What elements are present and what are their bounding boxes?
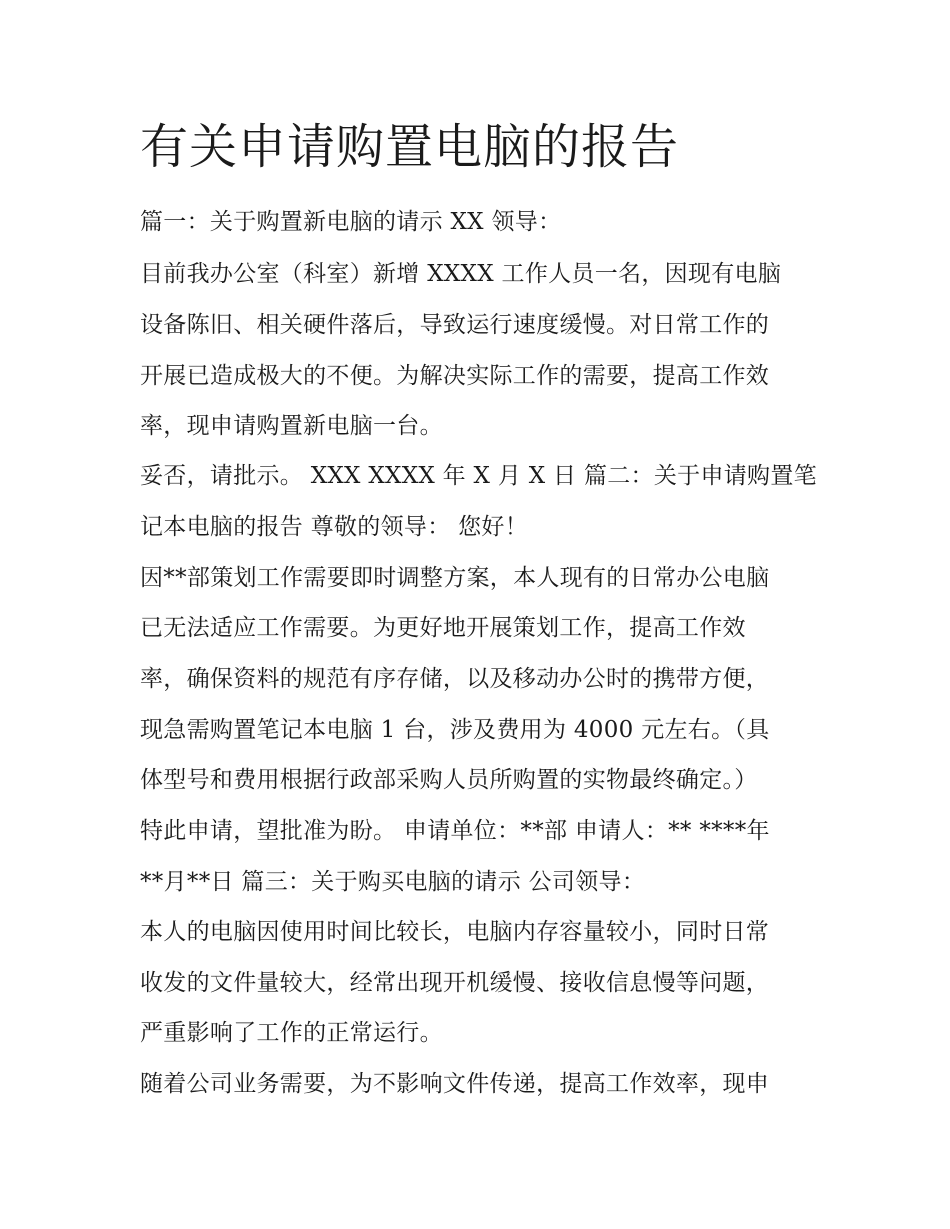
- text-line: 率，现申请购置新电脑一台。: [140, 413, 443, 439]
- text-line: 体型号和费用根据行政部采购人员所购置的实物最终确定。）: [140, 767, 758, 793]
- text-line: 目前我办公室（科室）新增 XXXX 工作人员一名，因现有电脑: [140, 261, 782, 287]
- text-line: 设备陈旧、相关硬件落后，导致运行速度缓慢。对日常工作的: [140, 312, 770, 338]
- text-line: 率，确保资料的规范有序存储，以及移动办公时的携带方便，: [140, 666, 770, 692]
- text-line: 特此申请，望批准为盼。 申请单位：**部 申请人：** ****年: [140, 818, 770, 844]
- text-line: 记本电脑的报告 尊敬的领导： 您好！: [140, 514, 529, 540]
- text-line: 妥否，请批示。 XXX XXXX 年 X 月 X 日 篇二：关于申请购置笔: [140, 463, 817, 489]
- text-line: 现急需购置笔记本电脑 1 台，涉及费用为 4000 元左右。（具: [140, 717, 770, 743]
- text-line: 随着公司业务需要，为不影响文件传递，提高工作效率，现申: [140, 1071, 770, 1097]
- text-line: 已无法适应工作需要。为更好地开展策划工作，提高工作效: [140, 615, 746, 641]
- text-line: 本人的电脑因使用时间比较长，电脑内存容量较小，同时日常: [140, 919, 770, 945]
- text-line: 篇一：关于购置新电脑的请示 XX 领导：: [140, 209, 562, 235]
- text-line: 严重影响了工作的正常运行。: [140, 1020, 443, 1046]
- text-line: 开展已造成极大的不便。为解决实际工作的需要，提高工作效: [140, 363, 770, 389]
- text-line: 收发的文件量较大，经常出现开机缓慢、接收信息慢等问题，: [140, 970, 770, 996]
- text-line: 因**部策划工作需要即时调整方案，本人现有的日常办公电脑: [140, 565, 770, 591]
- document-title: 有关申请购置电脑的报告: [140, 119, 680, 175]
- text-line: **月**日 篇三：关于购买电脑的请示 公司领导：: [140, 869, 646, 895]
